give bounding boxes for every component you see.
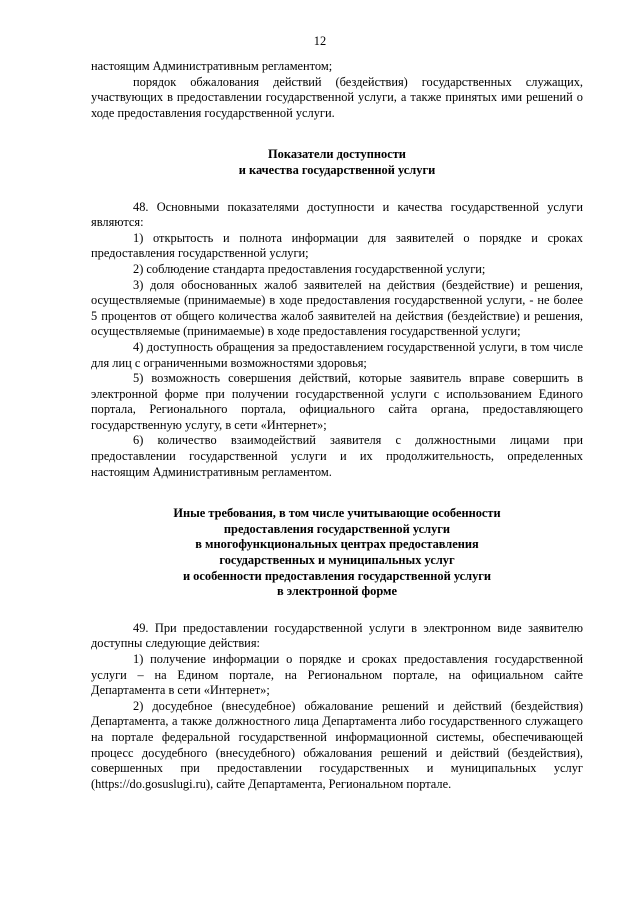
paragraph-48: 48. Основными показателями доступности и качества государственной услуги являются: [91, 199, 583, 230]
heading-line: в многофункциональных центрах предоставления [195, 537, 479, 552]
heading-line: Иные требования, в том числе учитывающие особенности [173, 506, 501, 521]
paragraph-49: 49. При предоставлении государственной услуги в электронном виде заявителю доступны следующие действия: [91, 620, 583, 651]
list-item-48-6: 6) количество взаимодействий заявителя с должностными лицами при предоставлении государственной услуги и их продолжительность, определенных настоящим Административным регламентом. [91, 433, 583, 479]
list-item-48-2: 2) соблюдение стандарта предоставления государственной услуги; [133, 261, 486, 276]
heading-line: в электронной форме [277, 584, 397, 599]
list-item-49-2: 2) досудебное (внесудебное) обжалование решений и действий (бездействия) Департамента, а также должностного лица Департамента либо государственного служащего на портале федеральной государственной информационной системы, обеспечивающей процесс досудебного (внесудебного) обжалования решений и действий (бездействия), совершенных при предоставлении государственных и муниципальных услуг (https://do.gosuslugi.ru), сайте Департамента, Региональном портале. [91, 698, 583, 791]
list-item-48-4: 4) доступность обращения за предоставлением государственной услуги, в том числе для лиц с ограниченными возможностями здоровья; [91, 339, 583, 370]
heading-line: предоставления государственной услуги [223, 521, 451, 536]
intro-line-1: настоящим Административным регламентом; [91, 59, 333, 73]
section-heading-other-requirements [91, 506, 583, 600]
list-item-48-1: 1) открытость и полнота информации для заявителей о порядке и сроках предоставления государственной услуги; [91, 230, 583, 261]
heading-line: государственных и муниципальных услуг [219, 553, 455, 568]
page-number: 12 [313, 34, 327, 48]
list-item-49-1: 1) получение информации о порядке и сроках предоставления государственной услуги – на Едином портале, на Региональном портале, на официальном сайте Департамента в сети «Интернет»; [91, 652, 583, 698]
section-heading-accessibility [91, 147, 583, 178]
intro-paragraph-2: порядок обжалования действий (бездействия) государственных служащих, участвующих в предоставлении государственной услуги, а также принятых ими решений о ходе предоставления государственной услуги. [91, 74, 583, 120]
heading-line: и особенности предоставления государственной услуги [182, 568, 492, 583]
document-body [91, 59, 583, 792]
list-item-48-5: 5) возможность совершения действий, которые заявитель вправе совершить в электронной форме при получении государственной услуги с использованием Единого портала, Регионального портала, официального сайта органа, предоставляющего государственную услугу, в сети «Интернет»; [91, 371, 583, 432]
heading-line: Показатели доступности [268, 147, 406, 162]
list-item-48-3: 3) доля обоснованных жалоб заявителей на действия (бездействие) и решения, осуществляемые (принимаемые) в ходе предоставления государственной услуги, - не более 5 процентов от общего количества жалоб заявителей на действия (бездействие) и решения, осуществляемые (принимаемые) в ходе предоставления государственной услуги; [91, 277, 583, 339]
heading-line: и качества государственной услуги [238, 162, 436, 177]
